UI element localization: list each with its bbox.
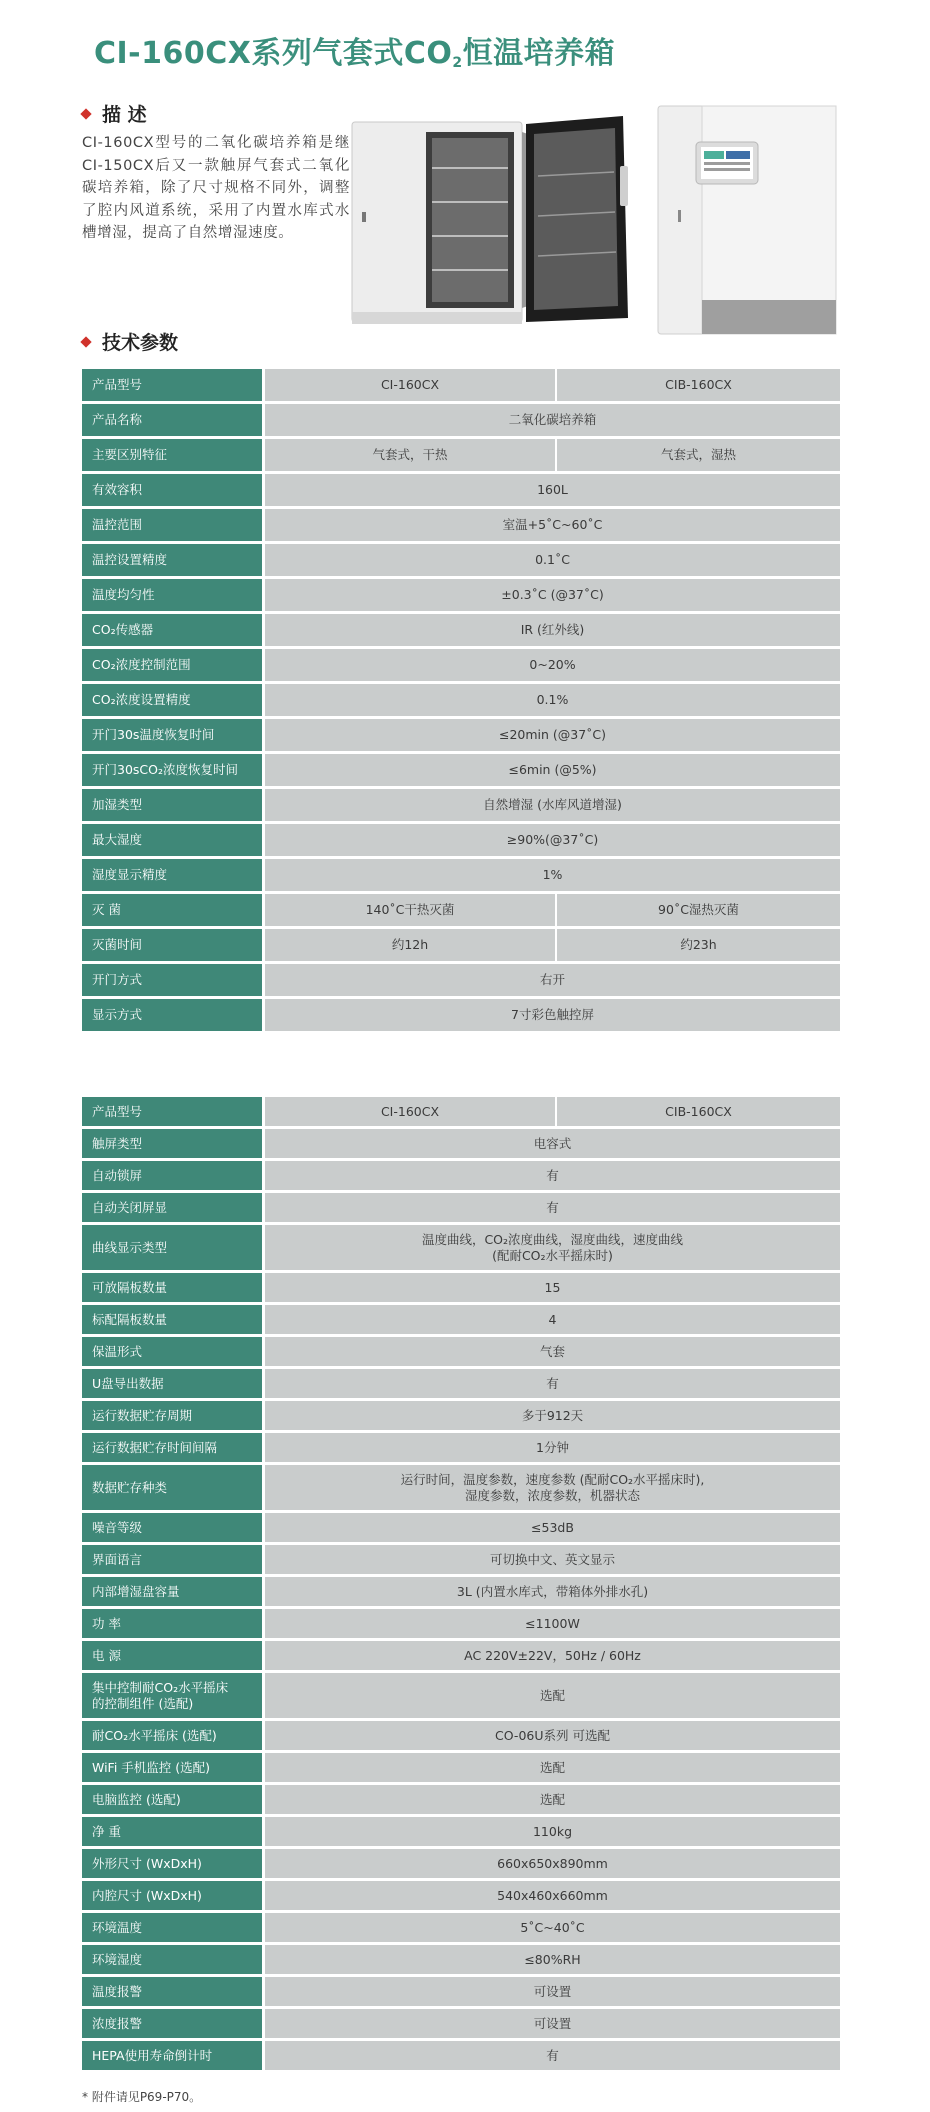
row-value-a: 气套式，干热 xyxy=(265,439,557,471)
table-row xyxy=(82,1545,840,1574)
table-row xyxy=(82,719,840,751)
spec-table-2 xyxy=(82,1094,840,2073)
row-value-a: 140˚C干热灭菌 xyxy=(265,894,557,926)
table-row xyxy=(82,1337,840,1366)
table-row xyxy=(82,1465,840,1510)
table-row xyxy=(82,1097,840,1126)
red-diamond-bullet-icon xyxy=(80,336,91,347)
row-value: 0.1% xyxy=(265,684,840,716)
row-label: 标配隔板数量 xyxy=(82,1305,265,1334)
table-row xyxy=(82,439,840,471)
table-row xyxy=(82,1721,840,1750)
table-row xyxy=(82,789,840,821)
row-value: CO-06U系列 可选配 xyxy=(265,1721,840,1750)
table-row xyxy=(82,1609,840,1638)
spec-table-1 xyxy=(82,366,840,1034)
row-value: 5˚C~40˚C xyxy=(265,1913,840,1942)
row-value: ≤1100W xyxy=(265,1609,840,1638)
row-label: 温控设置精度 xyxy=(82,544,265,576)
table-row xyxy=(82,1305,840,1334)
row-label: 集中控制耐CO₂水平摇床 的控制组件 (选配) xyxy=(82,1673,265,1718)
row-label: 运行数据贮存时间间隔 xyxy=(82,1433,265,1462)
row-label: 内部增湿盘容量 xyxy=(82,1577,265,1606)
row-label: HEPA使用寿命倒计时 xyxy=(82,2041,265,2070)
row-value-b: 约23h xyxy=(557,929,840,961)
row-value: 有 xyxy=(265,1161,840,1190)
table-row xyxy=(82,2041,840,2070)
table-row xyxy=(82,1193,840,1222)
row-value: 有 xyxy=(265,1193,840,1222)
row-label: 加湿类型 xyxy=(82,789,265,821)
row-label: 耐CO₂水平摇床 (选配) xyxy=(82,1721,265,1750)
incubator-open-door-image xyxy=(348,106,638,331)
table-row xyxy=(82,754,840,786)
row-label: 开门方式 xyxy=(82,964,265,996)
table-row xyxy=(82,1225,840,1270)
row-value: 160L xyxy=(265,474,840,506)
row-value: 选配 xyxy=(265,1673,840,1718)
row-value: 二氧化碳培养箱 xyxy=(265,404,840,436)
table-row xyxy=(82,579,840,611)
row-value: 110kg xyxy=(265,1817,840,1846)
row-label: 有效容积 xyxy=(82,474,265,506)
row-value: 室温+5˚C~60˚C xyxy=(265,509,840,541)
table-row xyxy=(82,1977,840,2006)
row-label: 产品名称 xyxy=(82,404,265,436)
description-heading: 描 述 xyxy=(82,100,147,127)
row-value: 有 xyxy=(265,1369,840,1398)
row-value-b: CIB-160CX xyxy=(557,369,840,401)
row-value: ≤6min (@5%) xyxy=(265,754,840,786)
row-value: ≥90%(@37˚C) xyxy=(265,824,840,856)
row-value: 自然增湿 (水库风道增湿) xyxy=(265,789,840,821)
row-value: IR (红外线) xyxy=(265,614,840,646)
row-label: 自动锁屏 xyxy=(82,1161,265,1190)
row-value: ≤80%RH xyxy=(265,1945,840,1974)
row-value: 660x650x890mm xyxy=(265,1849,840,1878)
row-value: 3L (内置水库式，带箱体外排水孔) xyxy=(265,1577,840,1606)
row-value: 有 xyxy=(265,2041,840,2070)
row-label: 外形尺寸 (WxDxH) xyxy=(82,1849,265,1878)
row-value: 气套 xyxy=(265,1337,840,1366)
row-label: 灭 菌 xyxy=(82,894,265,926)
row-label: 主要区别特征 xyxy=(82,439,265,471)
table-row xyxy=(82,1161,840,1190)
row-value: 电容式 xyxy=(265,1129,840,1158)
row-value-b: 90˚C湿热灭菌 xyxy=(557,894,840,926)
row-label: 产品型号 xyxy=(82,1097,265,1126)
row-label: 环境湿度 xyxy=(82,1945,265,1974)
row-label: 温控范围 xyxy=(82,509,265,541)
row-label: 温度均匀性 xyxy=(82,579,265,611)
row-value: 右开 xyxy=(265,964,840,996)
row-label: 触屏类型 xyxy=(82,1129,265,1158)
row-label: 开门30sCO₂浓度恢复时间 xyxy=(82,754,265,786)
row-value: ≤20min (@37˚C) xyxy=(265,719,840,751)
row-value: 1% xyxy=(265,859,840,891)
table-row xyxy=(82,1817,840,1846)
row-value: 可切换中文、英文显示 xyxy=(265,1545,840,1574)
row-value: 温度曲线，CO₂浓度曲线，湿度曲线，速度曲线 (配耐CO₂水平摇床时) xyxy=(265,1225,840,1270)
row-label: 数据贮存种类 xyxy=(82,1465,265,1510)
row-label: CO₂传感器 xyxy=(82,614,265,646)
row-label: CO₂浓度设置精度 xyxy=(82,684,265,716)
row-value-b: CIB-160CX xyxy=(557,1097,840,1126)
row-label: 灭菌时间 xyxy=(82,929,265,961)
table-row xyxy=(82,1577,840,1606)
table-row xyxy=(82,1673,840,1718)
row-value: 可设置 xyxy=(265,1977,840,2006)
row-value: 0~20% xyxy=(265,649,840,681)
row-label: 噪音等级 xyxy=(82,1513,265,1542)
row-label: 湿度显示精度 xyxy=(82,859,265,891)
table-row xyxy=(82,649,840,681)
table-row xyxy=(82,824,840,856)
row-value: 多于912天 xyxy=(265,1401,840,1430)
row-value: ≤53dB xyxy=(265,1513,840,1542)
table-row xyxy=(82,1369,840,1398)
table-row xyxy=(82,2009,840,2038)
table-row xyxy=(82,929,840,961)
table-row xyxy=(82,1945,840,1974)
row-label: 界面语言 xyxy=(82,1545,265,1574)
row-label: 浓度报警 xyxy=(82,2009,265,2038)
table-row xyxy=(82,509,840,541)
table-row xyxy=(82,1785,840,1814)
table-row xyxy=(82,859,840,891)
row-label: 产品型号 xyxy=(82,369,265,401)
table-row xyxy=(82,404,840,436)
row-label: CO₂浓度控制范围 xyxy=(82,649,265,681)
row-value: 可设置 xyxy=(265,2009,840,2038)
row-value: 选配 xyxy=(265,1753,840,1782)
incubator-closed-image xyxy=(654,104,840,340)
row-label: 可放隔板数量 xyxy=(82,1273,265,1302)
description-text: CI-160CX型号的二氧化碳培养箱是继CI-150CX后又一款触屏气套式二氧化碳培养箱，除了尺寸规格不同外，调整了腔内风道系统，采用了内置水库式水槽增湿，提高了自然增湿速度。 xyxy=(82,135,350,241)
footnote: * 附件请见P69-P70。 xyxy=(82,2090,202,2104)
row-value: 15 xyxy=(265,1273,840,1302)
row-label: 曲线显示类型 xyxy=(82,1225,265,1270)
table-row xyxy=(82,369,840,401)
table-row xyxy=(82,1129,840,1158)
table-row xyxy=(82,1433,840,1462)
table-row xyxy=(82,1753,840,1782)
row-label: 净 重 xyxy=(82,1817,265,1846)
table-row xyxy=(82,474,840,506)
row-value: 7寸彩色触控屏 xyxy=(265,999,840,1031)
table-row xyxy=(82,894,840,926)
table-row xyxy=(82,1513,840,1542)
table-row xyxy=(82,1641,840,1670)
row-value-a: CI-160CX xyxy=(265,369,557,401)
table-row xyxy=(82,614,840,646)
row-label: WiFi 手机监控 (选配) xyxy=(82,1753,265,1782)
row-label: U盘导出数据 xyxy=(82,1369,265,1398)
row-label: 温度报警 xyxy=(82,1977,265,2006)
row-value-a: CI-160CX xyxy=(265,1097,557,1126)
table-row xyxy=(82,1401,840,1430)
row-label: 内腔尺寸 (WxDxH) xyxy=(82,1881,265,1910)
row-label: 功 率 xyxy=(82,1609,265,1638)
table-row xyxy=(82,544,840,576)
row-label: 开门30s温度恢复时间 xyxy=(82,719,265,751)
row-label: 环境温度 xyxy=(82,1913,265,1942)
red-diamond-bullet-icon xyxy=(80,108,91,119)
table-row xyxy=(82,999,840,1031)
row-value: 0.1˚C xyxy=(265,544,840,576)
row-label: 自动关闭屏显 xyxy=(82,1193,265,1222)
table-row xyxy=(82,1913,840,1942)
row-label: 电 源 xyxy=(82,1641,265,1670)
table-row xyxy=(82,1273,840,1302)
row-value: AC 220V±22V，50Hz / 60Hz xyxy=(265,1641,840,1670)
table-row xyxy=(82,1849,840,1878)
page-title: CI-160CX系列气套式$CO_2$恒温培养箱 xyxy=(94,36,616,71)
row-label: 运行数据贮存周期 xyxy=(82,1401,265,1430)
row-value: ±0.3˚C (@37˚C) xyxy=(265,579,840,611)
tech-params-heading: 技术参数 xyxy=(82,328,178,355)
row-value-b: 气套式，湿热 xyxy=(557,439,840,471)
row-value: 4 xyxy=(265,1305,840,1334)
table-row xyxy=(82,1881,840,1910)
row-label: 电脑监控 (选配) xyxy=(82,1785,265,1814)
row-label: 显示方式 xyxy=(82,999,265,1031)
row-value: 选配 xyxy=(265,1785,840,1814)
row-label: 最大湿度 xyxy=(82,824,265,856)
row-value-a: 约12h xyxy=(265,929,557,961)
row-value: 540x460x660mm xyxy=(265,1881,840,1910)
table-row xyxy=(82,964,840,996)
table-row xyxy=(82,684,840,716)
row-value: 运行时间，温度参数，速度参数 (配耐CO₂水平摇床时), 湿度参数，浓度参数，机器状态 xyxy=(265,1465,840,1510)
row-label: 保温形式 xyxy=(82,1337,265,1366)
row-value: 1分钟 xyxy=(265,1433,840,1462)
